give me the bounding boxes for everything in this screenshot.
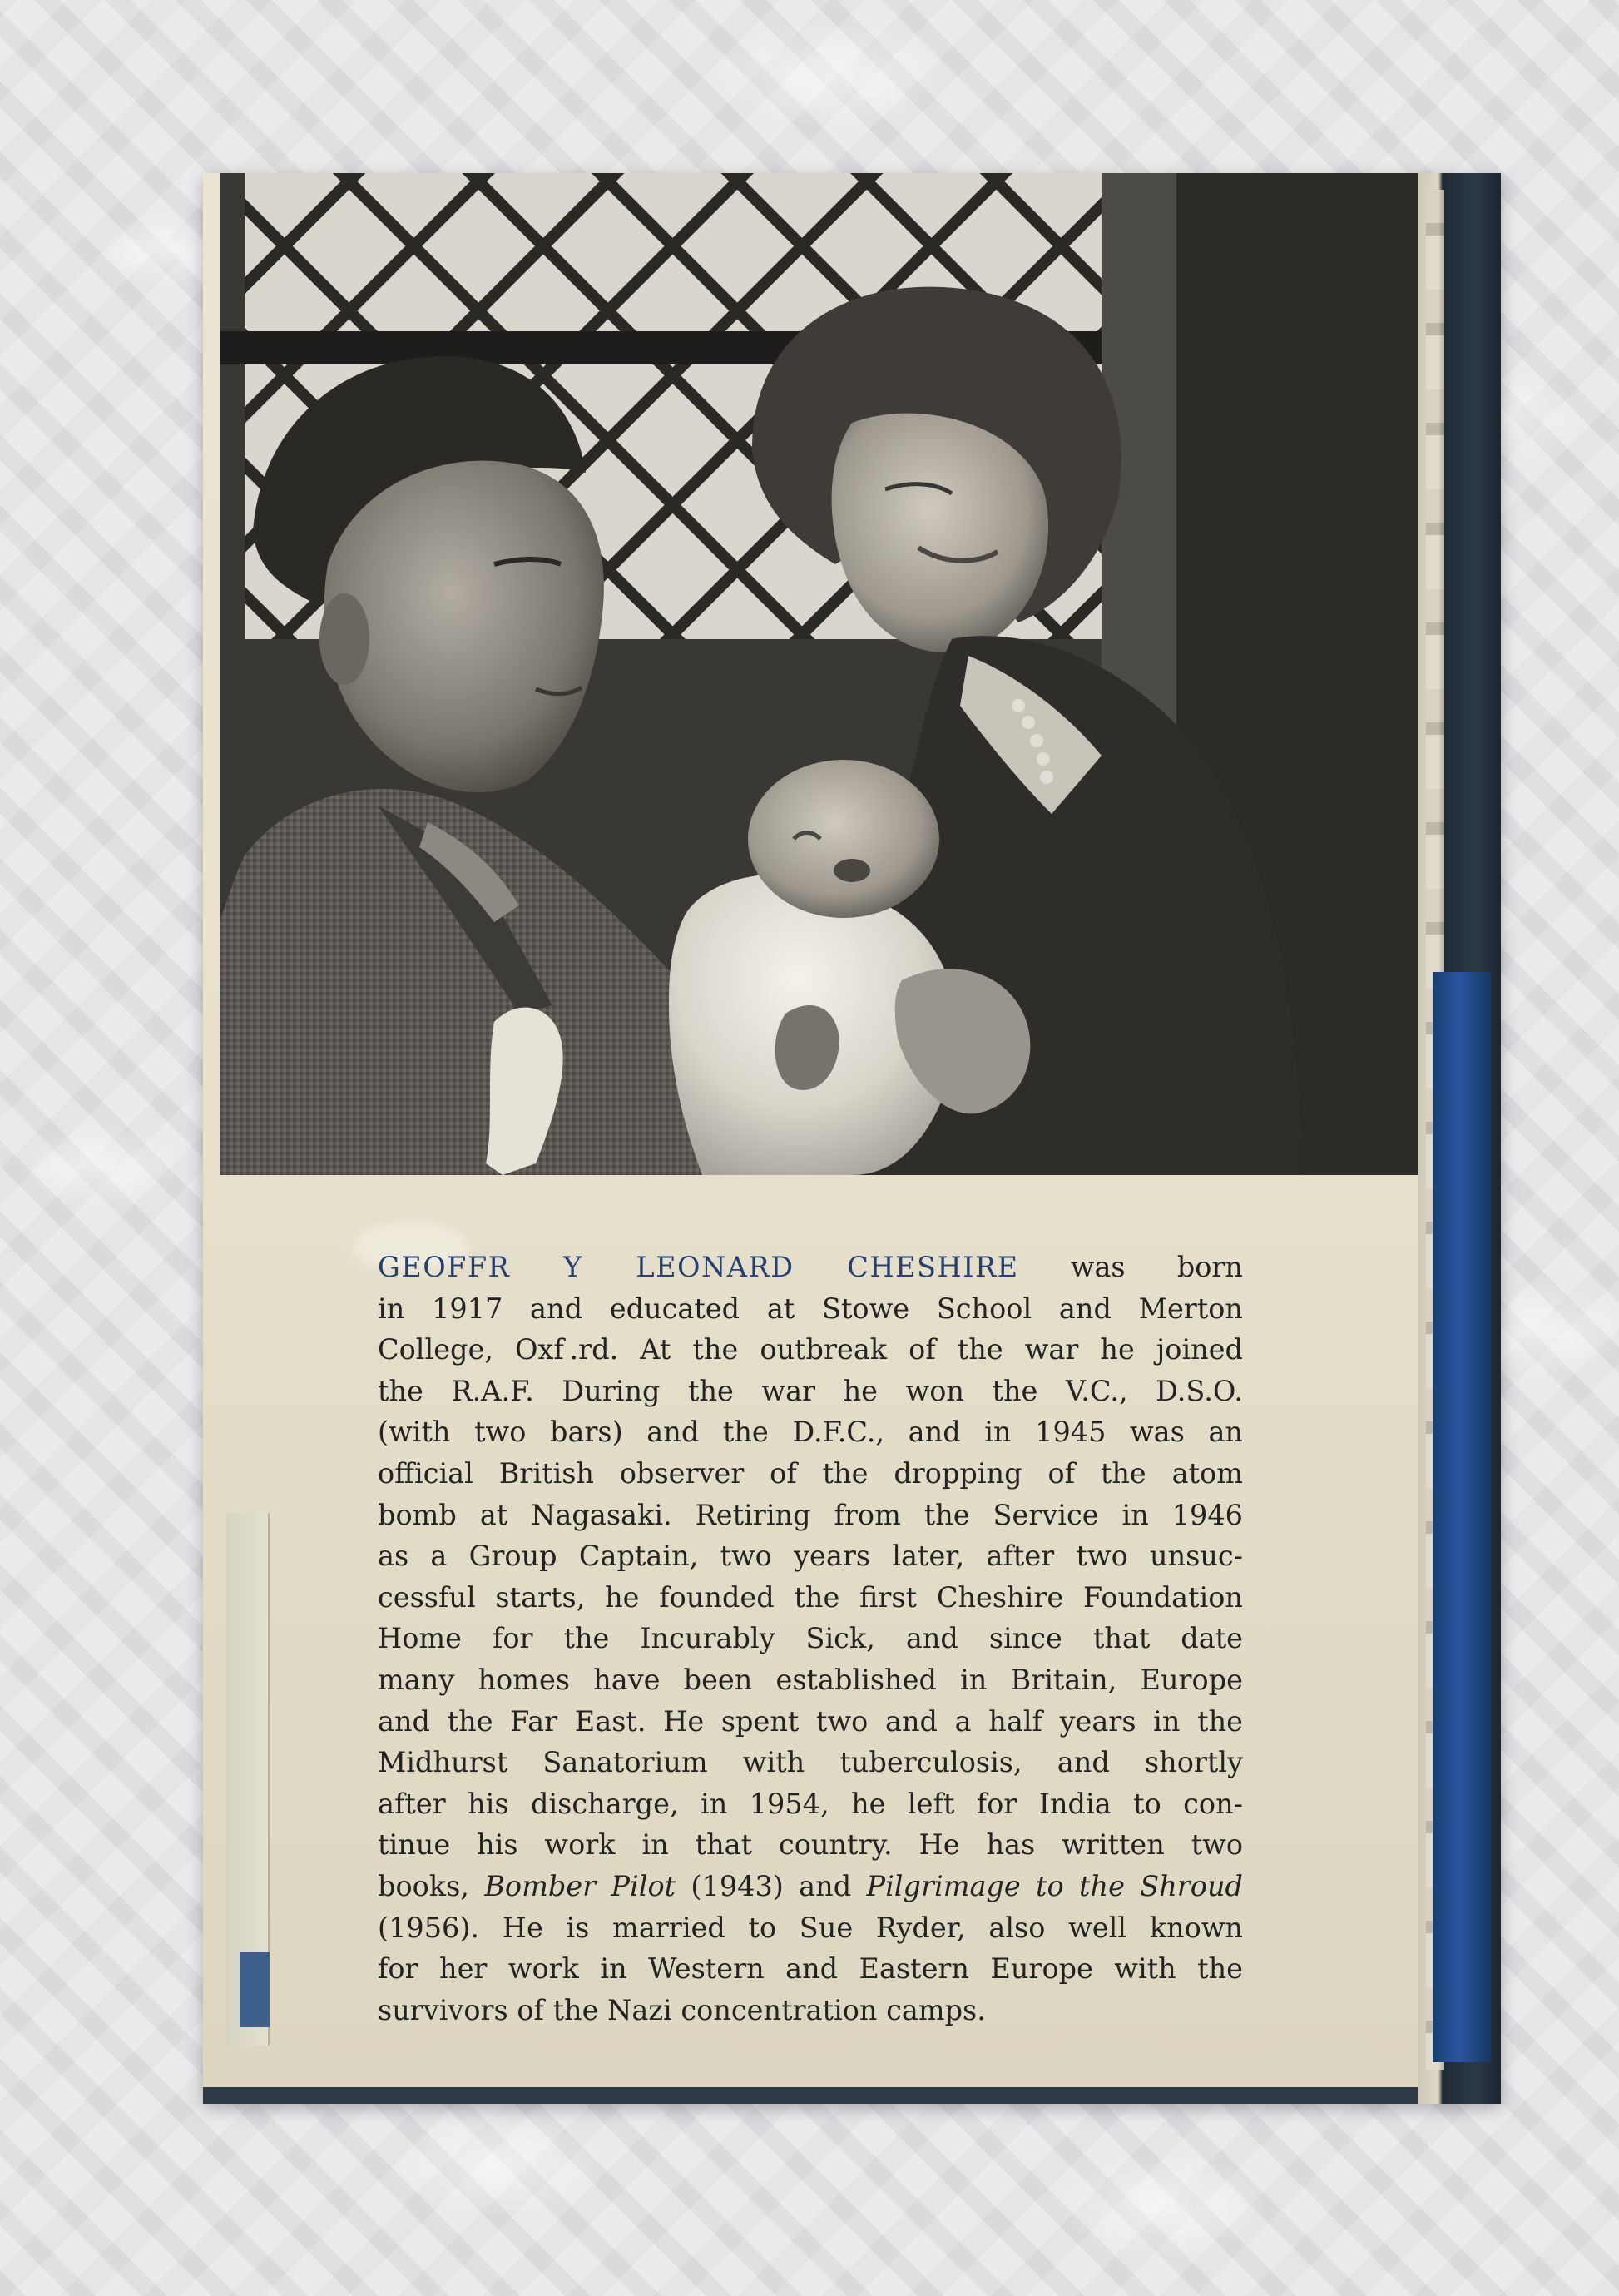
author-family-photo — [220, 173, 1418, 1175]
blurb-line: College, Oxf .rd. At the outbreak of the war he joined — [378, 1333, 1243, 1366]
blurb-line: survivors of the Nazi concentration camps. — [378, 1993, 986, 2026]
library-label-tab — [240, 1952, 270, 2027]
author-name: GEOFFR Y LEONARD CHESHIRE — [378, 1251, 1019, 1283]
blurb-line: (1956). He is married to Sue Ryder, also well known — [378, 1911, 1243, 1944]
blurb-line: and the Far East. He spent two and a half years in the — [378, 1704, 1243, 1738]
blurb-line: after his discharge, in 1954, he left for India to con- — [378, 1787, 1243, 1820]
blurb-line: bomb at Nagasaki. Retiring from the Service in 1946 — [378, 1498, 1243, 1531]
blurb-line: many homes have been established in Britain, Europe — [378, 1663, 1243, 1696]
blurb-line: in 1917 and educated at Stowe School and Merton — [378, 1292, 1243, 1325]
blurb-line: GEOFFR Y LEONARD CHESHIRE was born — [378, 1251, 1243, 1283]
blurb-line: books, Bomber Pilot (1943) and Pilgrimage to the Shroud — [378, 1869, 1243, 1902]
blurb-line: for her work in Western and Eastern Europe with the — [378, 1952, 1243, 1986]
blurb-line: as a Group Captain, two years later, after two unsuc- — [378, 1540, 1243, 1573]
dust-jacket-back — [203, 173, 1459, 2087]
blurb-line: official British observer of the dropping of the atom — [378, 1456, 1243, 1490]
book-title: Pilgrimage to the Shroud — [866, 1869, 1243, 1902]
blurb-line: (with two bars) and the D.F.C., and in 1945 was an — [378, 1416, 1243, 1449]
author-biography — [378, 1247, 1243, 2031]
blurb-line: Midhurst Sanatorium with tuberculosis, and shortly — [378, 1746, 1243, 1779]
blurb-line: the R.A.F. During the war he won the V.C., D.S.O. — [378, 1374, 1243, 1407]
book-title: Bomber Pilot — [484, 1869, 676, 1902]
spine-blue-band — [1433, 972, 1491, 2062]
blurb-line: cessful starts, he founded the first Cheshire Foundation — [378, 1580, 1243, 1614]
blurb-line: Home for the Incurably Sick, and since that date — [378, 1622, 1243, 1655]
blurb-line: tinue his work in that country. He has written two — [378, 1828, 1243, 1862]
book — [203, 173, 1501, 2104]
